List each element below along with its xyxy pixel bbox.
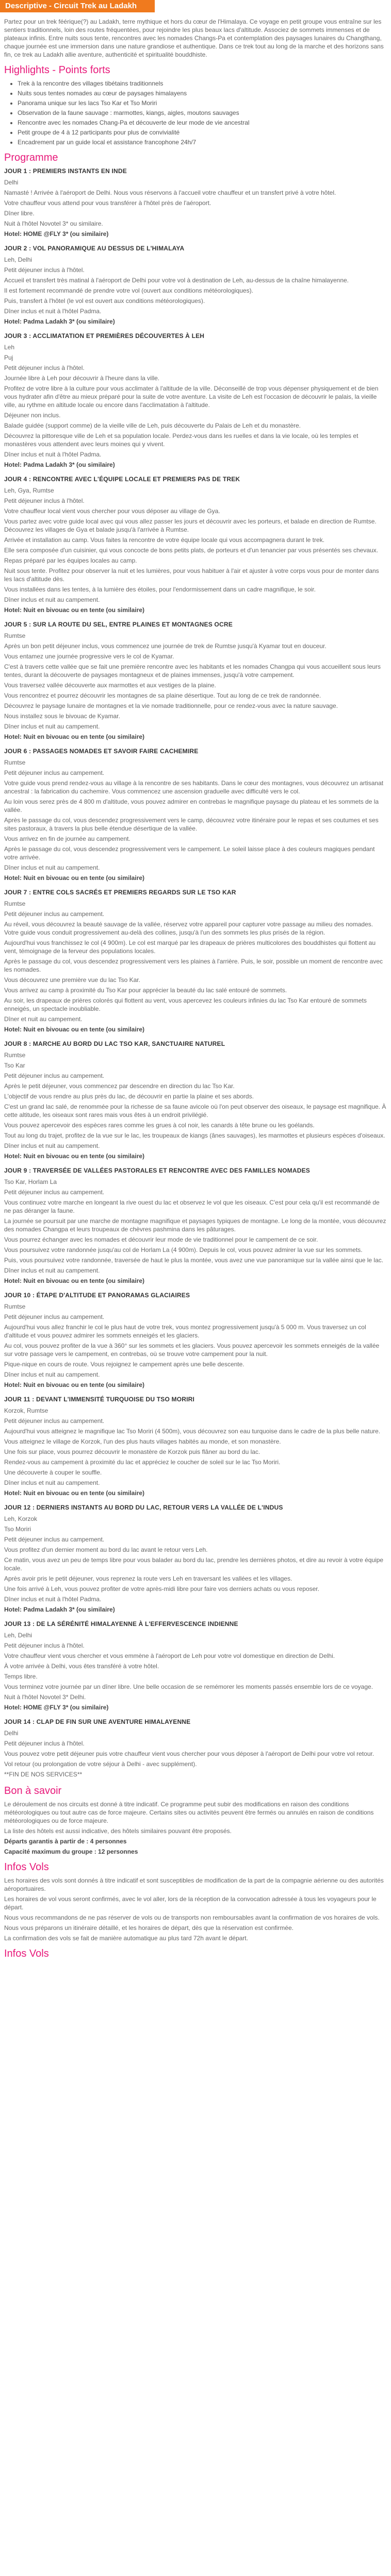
day-hotel: Hotel: Padma Ladakh 3* (ou similaire) [4,318,115,325]
day-text: Une fois sur place, vous pourrez découvrir le monastère de Korzok puis flâner au bord du lac. [4,1448,260,1455]
day-text: Petit déjeuner inclus au campement. [4,1189,105,1196]
day-hotel: Hotel: HOME @FLY 3* (ou similaire) [4,1704,109,1711]
day-text: Petit déjeuner inclus au campement. [4,769,105,776]
day-block [0,1040,391,1160]
infos-vols-title: Infos Vols [4,1861,49,1873]
day-block [0,1620,391,1711]
day-title: JOUR 8 : MARCHE AU BORD DU LAC TSO KAR, SANCTUAIRE NATUREL [4,1040,225,1047]
day-text: Vous rencontrez et pourrez découvrir les montagnes de sa plaine désertique. Tout au long de ce trek de randonnée. [4,692,321,699]
day-place: Leh, Delhi [4,256,32,263]
bon-a-savoir-title: Bon à savoir [4,1785,62,1797]
day-title: JOUR 1 : PREMIERS INSTANTS EN INDE [4,167,127,175]
day-text: Ce matin, vous avez un peu de temps libre pour vous balader au bord du lac, prendre les dernières photos, et dire au revoir à votre équipe locale. [4,1556,384,1572]
day-text: Dîner inclus et nuit à l'hôtel Padma. [4,308,102,315]
highlight-item: • Trek à la rencontre des villages tibétains traditionnels [18,79,387,88]
highlight-item: • Encadrement par un guide local et assistance francophone 24h/7 [18,138,387,146]
day-text: Vol retour (ou prolongation de votre séjour à Delhi - avec supplément). [4,1760,197,1768]
day-place: Rumtse [4,632,26,639]
day-text: Dîner inclus et nuit au campement. [4,864,100,871]
bon-text: La liste des hôtels est aussi indicative, des hôtels similaires pouvant être proposés. [4,1827,232,1835]
day-text: Petit déjeuner inclus à l'hôtel. [4,1740,85,1747]
day-text: Accueil et transfert très matinal à l'aéroport de Delhi pour votre vol à destination de Leh, au-dessus de la chaîne himalayenne. [4,277,349,284]
day-text: Votre guide vous prend rendez-vous au village à la rencontre de ses habitants. Dans le cœur des montagnes, vous découvrez un artisanat ancestral : la fabrication du cachemire. Vous commencez une ascension graduelle avec difficulté vers le col. [4,779,384,795]
day-place: Leh [4,344,15,351]
day-text: Déjeuner non inclus. [4,412,61,419]
day-title: JOUR 14 : CLAP DE FIN SUR UNE AVENTURE HIMALAYENNE [4,1718,191,1725]
day-accommodation: Hotel: Nuit en bivouac ou en tente (ou similaire) [4,1277,145,1284]
day-text: Vous poursuivez votre randonnée jusqu'au col de Horlam La (4 900m). Depuis le col, vous pouvez admirer la vue sur les sommets. [4,1246,363,1253]
day-place: Leh, Delhi [4,1632,32,1639]
day-place: Leh, Korzok [4,1515,38,1522]
day-text: Votre chauffeur local vient vous chercher pour vous déposer au village de Gya. [4,507,220,515]
day-text: Vous terminez votre journée par un dîner libre. Une belle occasion de se remémorer les moments passés ensemble lors de ce voyage. [4,1683,373,1690]
day-place: Delhi [4,1730,19,1737]
day-hotel: Hotel: HOME @FLY 3* (ou similaire) [4,230,109,238]
day-title: JOUR 13 : DE LA SÉRÉNITÉ HIMALAYENNE À L'EFFERVESCENCE INDIENNE [4,1620,238,1628]
day-title: JOUR 2 : VOL PANORAMIQUE AU DESSUS DE L'HIMALAYA [4,245,185,252]
infos-vols-text: Les horaires des vols sont donnés à titre indicatif et sont susceptibles de modification de la part de la compagnie aérienne ou des autorités aéroportuaires. [4,1877,384,1892]
day-title: JOUR 5 : SUR LA ROUTE DU SEL, ENTRE PLAINES ET MONTAGNES OCRE [4,621,233,628]
highlight-item: • Petit groupe de 4 à 12 participants pour plus de convivialité [18,128,387,137]
highlights-list [0,79,391,146]
highlights-title: Highlights - Points forts [4,64,110,76]
day-text: L'objectif de vous rendre au plus près du lac, de découvrir en partie la plaine et ses abords. [4,1093,254,1100]
day-accommodation: Hotel: Nuit en bivouac ou en tente (ou similaire) [4,1026,145,1033]
day-text: Petit déjeuner inclus au campement. [4,1313,105,1320]
day-text: Après avoir pris le petit déjeuner, vous reprenez la route vers Leh en traversant les vallées et les villages. [4,1575,292,1582]
day-text: Une découverte à couper le souffle. [4,1469,102,1476]
day-text: Arrivée et installation au camp. Vous faites la rencontre de votre équipe locale qui vous accompagnera durant le trek. [4,536,325,544]
day-text: Après le petit déjeuner, vous commencez par descendre en direction du lac Tso Kar. [4,1082,235,1090]
day-text: C'est à travers cette vallée que se fait une première rencontre avec les habitants et les nomades Changpa qui vous accueillent sous leurs tentes, durant la découverte de paysages montagneux et de plaines immenses, jusqu'à votre campement. [4,663,381,679]
day-title: JOUR 11 : DEVANT L'IMMENSITÉ TURQUOISE DU TSO MORIRI [4,1396,195,1403]
day-text: Petit déjeuner inclus au campement. [4,1536,105,1543]
day-accommodation: Hotel: Nuit en bivouac ou en tente (ou similaire) [4,1381,145,1388]
day-text: Aujourd'hui vous franchissez le col (4 900m). Le col est marqué par les drapeaux de prières multicolores des bouddhistes qui flottent au vent, témoignage de la ferveur des populations locales. [4,939,376,955]
day-text: À votre arrivée à Delhi, vous êtes transféré à votre hôtel. [4,1663,159,1670]
day-block [0,1166,391,1285]
day-title: JOUR 6 : PASSAGES NOMADES ET SAVOIR FAIRE CACHEMIRE [4,748,199,755]
infos-vols-text: Nous vous recommandons de ne pas réserver de vols ou de transports non remboursables avant la confirmation de vos horaires de vols. [4,1914,380,1921]
day-block [0,1291,391,1389]
day-text: Vous entamez une journée progressive vers le col de Kyamar. [4,653,174,660]
day-block [0,475,391,614]
day-text: Petit déjeuner inclus au campement. [4,910,105,918]
day-place: Leh, Gya, Rumtse [4,487,54,494]
infos-vols-text: La confirmation des vols se fait de manière automatique au plus tard 72h avant le départ. [4,1935,248,1942]
day-text: Nuit à l'hôtel Novotel 3* Delhi. [4,1693,86,1701]
day-text: Puis, transfert à l'hôtel (le vol est ouvert aux conditions météorologiques). [4,297,205,304]
day-text: Dîner inclus et nuit au campement. [4,1142,100,1149]
day-accommodation: Hotel: Nuit en bivouac ou en tente (ou similaire) [4,733,145,740]
day-text: Petit déjeuner inclus au campement. [4,1417,105,1425]
day-text: Vous arrivez en fin de journée au campement. [4,835,131,842]
day-title: JOUR 12 : DERNIERS INSTANTS AU BORD DU LAC, RETOUR VERS LA VALLÉE DE L'INDUS [4,1504,283,1511]
day-text: Après le passage du col, vous descendez progressivement vers le campement. Le soleil laisse place à des couleurs magiques pendant votre arrivée. [4,845,375,861]
day-place: Korzok, Rumtse [4,1407,48,1414]
day-text: Vous traversez vallée découverte aux marmottes et aux vestiges de la plaine. [4,682,216,689]
day-text: Après un bon petit déjeuner inclus, vous commencez une journée de trek de Rumtse jusqu'à Kyamar tout en douceur. [4,642,327,650]
day-text: Petit déjeuner inclus à l'hôtel. [4,364,85,371]
day-text: Vous partez avec votre guide local avec qui vous allez passer les jours et découvrir avec les porteurs, et balade en direction de Rumtse. Découvrez les villages de Gya et balade jusqu'à l'arrivée à Rumtse. [4,518,377,533]
day-text: Au réveil, vous découvrez la beauté sauvage de la vallée, réservez votre appareil pour capturer votre passage au milieu des nomades. Votre guide vous conduit progressivement au-delà des collines, jusqu'à l'un des sommets les plus prisés de la région. [4,921,373,936]
day-text: Découvrez la pittoresque ville de Leh et sa population locale. Perdez-vous dans les ruelles et dans la vie locale, où les temples et monastères vous attendent avec leurs moines qui y vivent. [4,432,359,448]
day-place: Tso Kar, Horlam La [4,1178,57,1185]
day-text: Repas préparé par les équipes locales au camp. [4,557,137,564]
day-text: Dîner inclus et nuit à l'hôtel Padma. [4,1596,102,1603]
day-block [0,167,391,238]
day-text: Vous pouvez apercevoir des espèces rares comme les grues à col noir, les canards à tête brune ou les goélands. [4,1122,315,1129]
highlight-item: • Panorama unique sur les lacs Tso Kar et Tso Moriri [18,99,387,107]
day-text: Vous installées dans les tentes, à la lumière des étoiles, pour l'endormissement dans un cadre magnifique, le soir. [4,586,316,593]
day-block [0,1395,391,1497]
day-text: Vous pouvez votre petit déjeuner puis votre chauffeur vient vous chercher pour vous déposer à l'aéroport de Delhi pour votre vol retour. [4,1750,374,1757]
day-text: Dîner inclus et nuit au campement. [4,1479,100,1486]
infos-vols-text: Les horaires de vol vous seront confirmés, avec le vol aller, lors de la réception de la convocation adressée à tous les voyageurs pour le départ. [4,1895,377,1911]
day-text: Aujourd'hui vous allez franchir le col le plus haut de votre trek, vous montez progressivement jusqu'à 5 000 m. Vous traversez un col d'altitude et vous pouvez admirer les sommets enneigés et les glaciers. [4,1324,366,1339]
day-text: Petit déjeuner inclus à l'hôtel. [4,497,85,504]
day-block [0,244,391,326]
highlight-item: • Rencontre avec les nomades Chang-Pa et découverte de leur mode de vie ancestral [18,118,387,127]
day-text: Journée libre à Leh pour découvrir à l'heure dans la ville. [4,375,160,382]
day-text: Dîner inclus et nuit au campement. [4,1371,100,1378]
day-text: Namasté ! Arrivée à l'aéroport de Delhi. Nous vous réservons à l'accueil votre chauffeur et un transfert privé à votre hôtel. [4,189,336,196]
day-text: Pique-nique en cours de route. Vous rejoignez le campement après une belle descente. [4,1361,245,1368]
day-accommodation: Hotel: Nuit en bivouac ou en tente (ou similaire) [4,874,145,882]
day-place: Rumtse [4,759,26,766]
highlight-item: • Observation de la faune sauvage : marmottes, kiangs, aigles, moutons sauvages [18,109,387,117]
infos-vols-text: Nous vous préparons un itinéraire détaillé, et les horaires de départ, dès que la réservation est confirmée. [4,1924,294,1931]
day-text: Au col, vous pouvez profiter de la vue à 360° sur les sommets et les glaciers. Vous pouvez apercevoir les sommets enneigés de la vallée sur votre passage vers le campement, en contrebas, où se trouve votre campement pour la nuit. [4,1342,380,1358]
day-title: JOUR 9 : TRAVERSÉE DE VALLÉES PASTORALES ET RENCONTRE AVEC DES FAMILLES NOMADES [4,1167,310,1174]
day-text: Nous installez sous le bivouac de Kyamar. [4,713,120,720]
day-text: Vous découvrez une première vue du lac Tso Kar. [4,976,140,984]
day-text: Au loin vous serez près de 4 800 m d'altitude, vous pouvez admirer en contrebas le magnifique paysage du plateau et les sommets de la vallée. [4,798,379,814]
day-text: Tso Kar [4,1062,25,1069]
intro-text: Partez pour un trek féérique(?) au Ladakh, terre mythique et hors du cœur de l'Himalaya. Ce voyage en petit groupe vous entraîne sur les sentiers traditionnels, loin des routes fréquentées, pour rejoindre les plus beaux lacs d'altitude. Associez de sommets immenses et de plateaux infinis. Entre nuits sous tente, rencontres avec les nomades Changs-Pa et contemplation des paysages lunaires du Changthang, chaque journée est une immersion dans une nature grandiose et authentique. Dans ce trek tout au long de la marche et des horizons sans fin, ce trek au Ladakh allie aventure, authenticité et spiritualité bouddhiste. [4,18,384,58]
day-text: Votre chauffeur vient vous chercher et vous emmène à l'aéroport de Leh pour votre vol domestique en direction de Delhi. [4,1652,335,1659]
day-text: Petit déjeuner inclus à l'hôtel. [4,1642,85,1649]
day-text: Aujourd'hui vous atteignez le magnifique lac Tso Moriri (4 500m), vous découvrez son eau turquoise dans le cadre de la plus belle nature. [4,1428,381,1435]
day-accommodation: Hotel: Nuit en bivouac ou en tente (ou similaire) [4,606,145,614]
day-place: Delhi [4,179,19,186]
bon-key-info: Départs garantis à partir de : 4 personnes [4,1838,127,1845]
day-text: Dîner libre. [4,210,35,217]
day-text: Nuit à l'hôtel Novotel 3* ou similaire. [4,220,103,227]
day-text: C'est un grand lac salé, de renommée pour la richesse de sa faune avicole où l'on peut observer des oiseaux, le paysage est magnifique. À cette altitude, les oiseaux sont rares mais vous êtes à un endroit privilégié. [4,1103,386,1118]
day-place: Rumtse [4,1052,26,1059]
day-block [0,747,391,882]
day-block [0,888,391,1033]
day-text: Vous continuez votre marche en longeant la rive ouest du lac et observez le vol que les oiseaux. C'est pour cela qu'il est recommandé de ne pas déranger la faune. [4,1199,380,1214]
page-banner: Descriptive - Circuit Trek au Ladakh [0,0,155,12]
day-text: Puj [4,354,13,361]
day-text: Puis, vous poursuivez votre randonnée, traversée de haut le plus la montée, vous avez une vue panoramique sur la vallée ainsi que le lac. [4,1257,384,1264]
day-text: **FIN DE NOS SERVICES** [4,1771,83,1778]
day-text: Après le passage du col, vous descendez progressivement vers le camp, découvrez votre itinéraire pour le repas et ses coutumes et ses sites pastoraux, à travers la plus belle étendue désertique de la vallée. [4,817,379,832]
day-title: JOUR 3 : ACCLIMATATION ET PREMIÈRES DÉCOUVERTES À LEH [4,332,205,340]
bon-a-savoir [0,1800,391,1856]
day-text: Vous arrivez au camp à proximité du Tso Kar pour apprécier la beauté du lac salé entouré de sommets. [4,987,287,994]
day-block [0,620,391,741]
day-text: Nuit sous tente. Profitez pour observer la nuit et les lumières, pour vous habituer à l'air et ajuster à votre corps vous pour de monter dans les lacs d'altitude dès. [4,567,379,583]
day-text: Tso Moriri [4,1526,31,1533]
day-text: Tout au long du trajet, profitez de la vue sur le lac, les troupeaux de kiangs (ânes sauvages), les marmottes et plusieurs espèces d'oiseaux. [4,1132,385,1139]
day-text: Temps libre. [4,1673,38,1680]
bon-text: Le déroulement de nos circuits est donné à titre indicatif. Ce programme peut subir des modifications en raison des conditions météorologiques ou tout autre cas de force majeure. Certains sites ou activités peuvent être fermés ou annulés en raison de conditions météorologiques ou de force majeure. [4,1801,374,1824]
bon-key-info: Capacité maximum du groupe : 12 personnes [4,1848,138,1855]
day-text: Rendez-vous au campement à proximité du lac et appréciez le coucher de soleil sur le lac Tso Moriri. [4,1459,281,1466]
day-text: Après le passage du col, vous descendez progressivement vers les plaines à l'arrière. Puis, le soir, possible un moment de rencontre avec les nomades. [4,958,383,973]
day-place: Rumtse [4,900,26,907]
day-title: JOUR 7 : ENTRE COLS SACRÉS ET PREMIERS REGARDS SUR LE TSO KAR [4,889,236,896]
day-text: Elle sera composée d'un cuisinier, qui vous concocte de bons petits plats, de porteurs et d'un tenancier par vous présentés ses chevaux. [4,547,379,554]
day-text: Une fois arrivé à Leh, vous pouvez profiter de votre après-midi libre pour faire vos derniers achats ou vous reposer. [4,1585,319,1592]
day-text: Petit déjeuner inclus à l'hôtel. [4,266,85,274]
day-text: Votre chauffeur vous attend pour vous transférer à l'hôtel près de l'aéroport. [4,199,211,207]
day-text: Dîner inclus et nuit au campement. [4,1267,100,1274]
infos-vols-title-2: Infos Vols [4,1948,49,1959]
day-text: Profitez de votre libre à la culture pour vous acclimater à l'altitude de la ville. Déconseillé de trop vous dépenser physiquement et de bien vous hydrater afin d'être au mieux préparé pour la suite de votre aventure. La visite de Leh est l'occasion de découvrir le palais, la vieille ville, au rythme en altitude locale ou encore dans l'acclimatation à l'altitude. [4,385,379,409]
day-block [0,332,391,469]
day-text: Il est fortement recommandé de prendre votre vol (ouvert aux conditions météorologiques). [4,287,253,294]
day-text: Petit déjeuner inclus au campement. [4,1072,105,1079]
day-block [0,1718,391,1778]
programme-days [0,167,391,1778]
highlight-item: • Nuits sous tentes nomades au cœur de paysages himalayens [18,89,387,97]
day-text: Dîner inclus et nuit au campement. [4,723,100,730]
day-title: JOUR 4 : RENCONTRE AVEC L'ÉQUIPE LOCALE ET PREMIERS PAS DE TREK [4,476,240,483]
day-hotel: Hotel: Padma Ladakh 3* (ou similaire) [4,461,115,468]
day-accommodation: Hotel: Nuit en bivouac ou en tente (ou similaire) [4,1153,145,1160]
day-text: Vous pourrez échanger avec les nomades et découvrir leur mode de vie traditionnel pour le campement de ce soir. [4,1236,318,1243]
day-text: Découvrez le paysage lunaire de montagnes et la vie nomade traditionnelle, pour ce rendez-vous avec la nature sauvage. [4,702,338,709]
day-text: La journée se poursuit par une marche de montagne magnifique et paysages typiques de montagne. Le long de la montée, vous découvrez des nomades Changpa et leurs troupeaux de chèvres pashmina dans les pâturages. [4,1217,386,1233]
day-text: Au soir, les drapeaux de prières colorés qui flottent au vent, vous apercevez les couleurs infinies du lac Tso Kar entouré de sommets enneigés, un spectacle inoubliable. [4,997,367,1012]
day-text: Dîner et nuit au campement. [4,1015,83,1023]
day-text: Dîner inclus et nuit au campement. [4,596,100,603]
day-text: Vous atteignez le village de Korzok, l'un des plus hauts villages habités au monde, et son monastère. [4,1438,281,1445]
day-accommodation: Hotel: Nuit en bivouac ou en tente (ou similaire) [4,1489,145,1497]
infos-vols [0,1876,391,1942]
day-text: Dîner inclus et nuit à l'hôtel Padma. [4,451,102,458]
day-title: JOUR 10 : ÉTAPE D'ALTITUDE ET PANORAMAS GLACIAIRES [4,1292,190,1299]
day-text: Balade guidée (support comme) de la vieille ville de Leh, puis découverte du Palais de Leh et du monastère. [4,422,301,429]
day-block [0,1503,391,1614]
day-text: Vous profitez d'un dernier moment au bord du lac avant le retour vers Leh. [4,1546,208,1553]
day-place: Rumtse [4,1303,26,1310]
day-hotel: Hotel: Padma Ladakh 3* (ou similaire) [4,1606,115,1613]
programme-title: Programme [4,152,58,163]
